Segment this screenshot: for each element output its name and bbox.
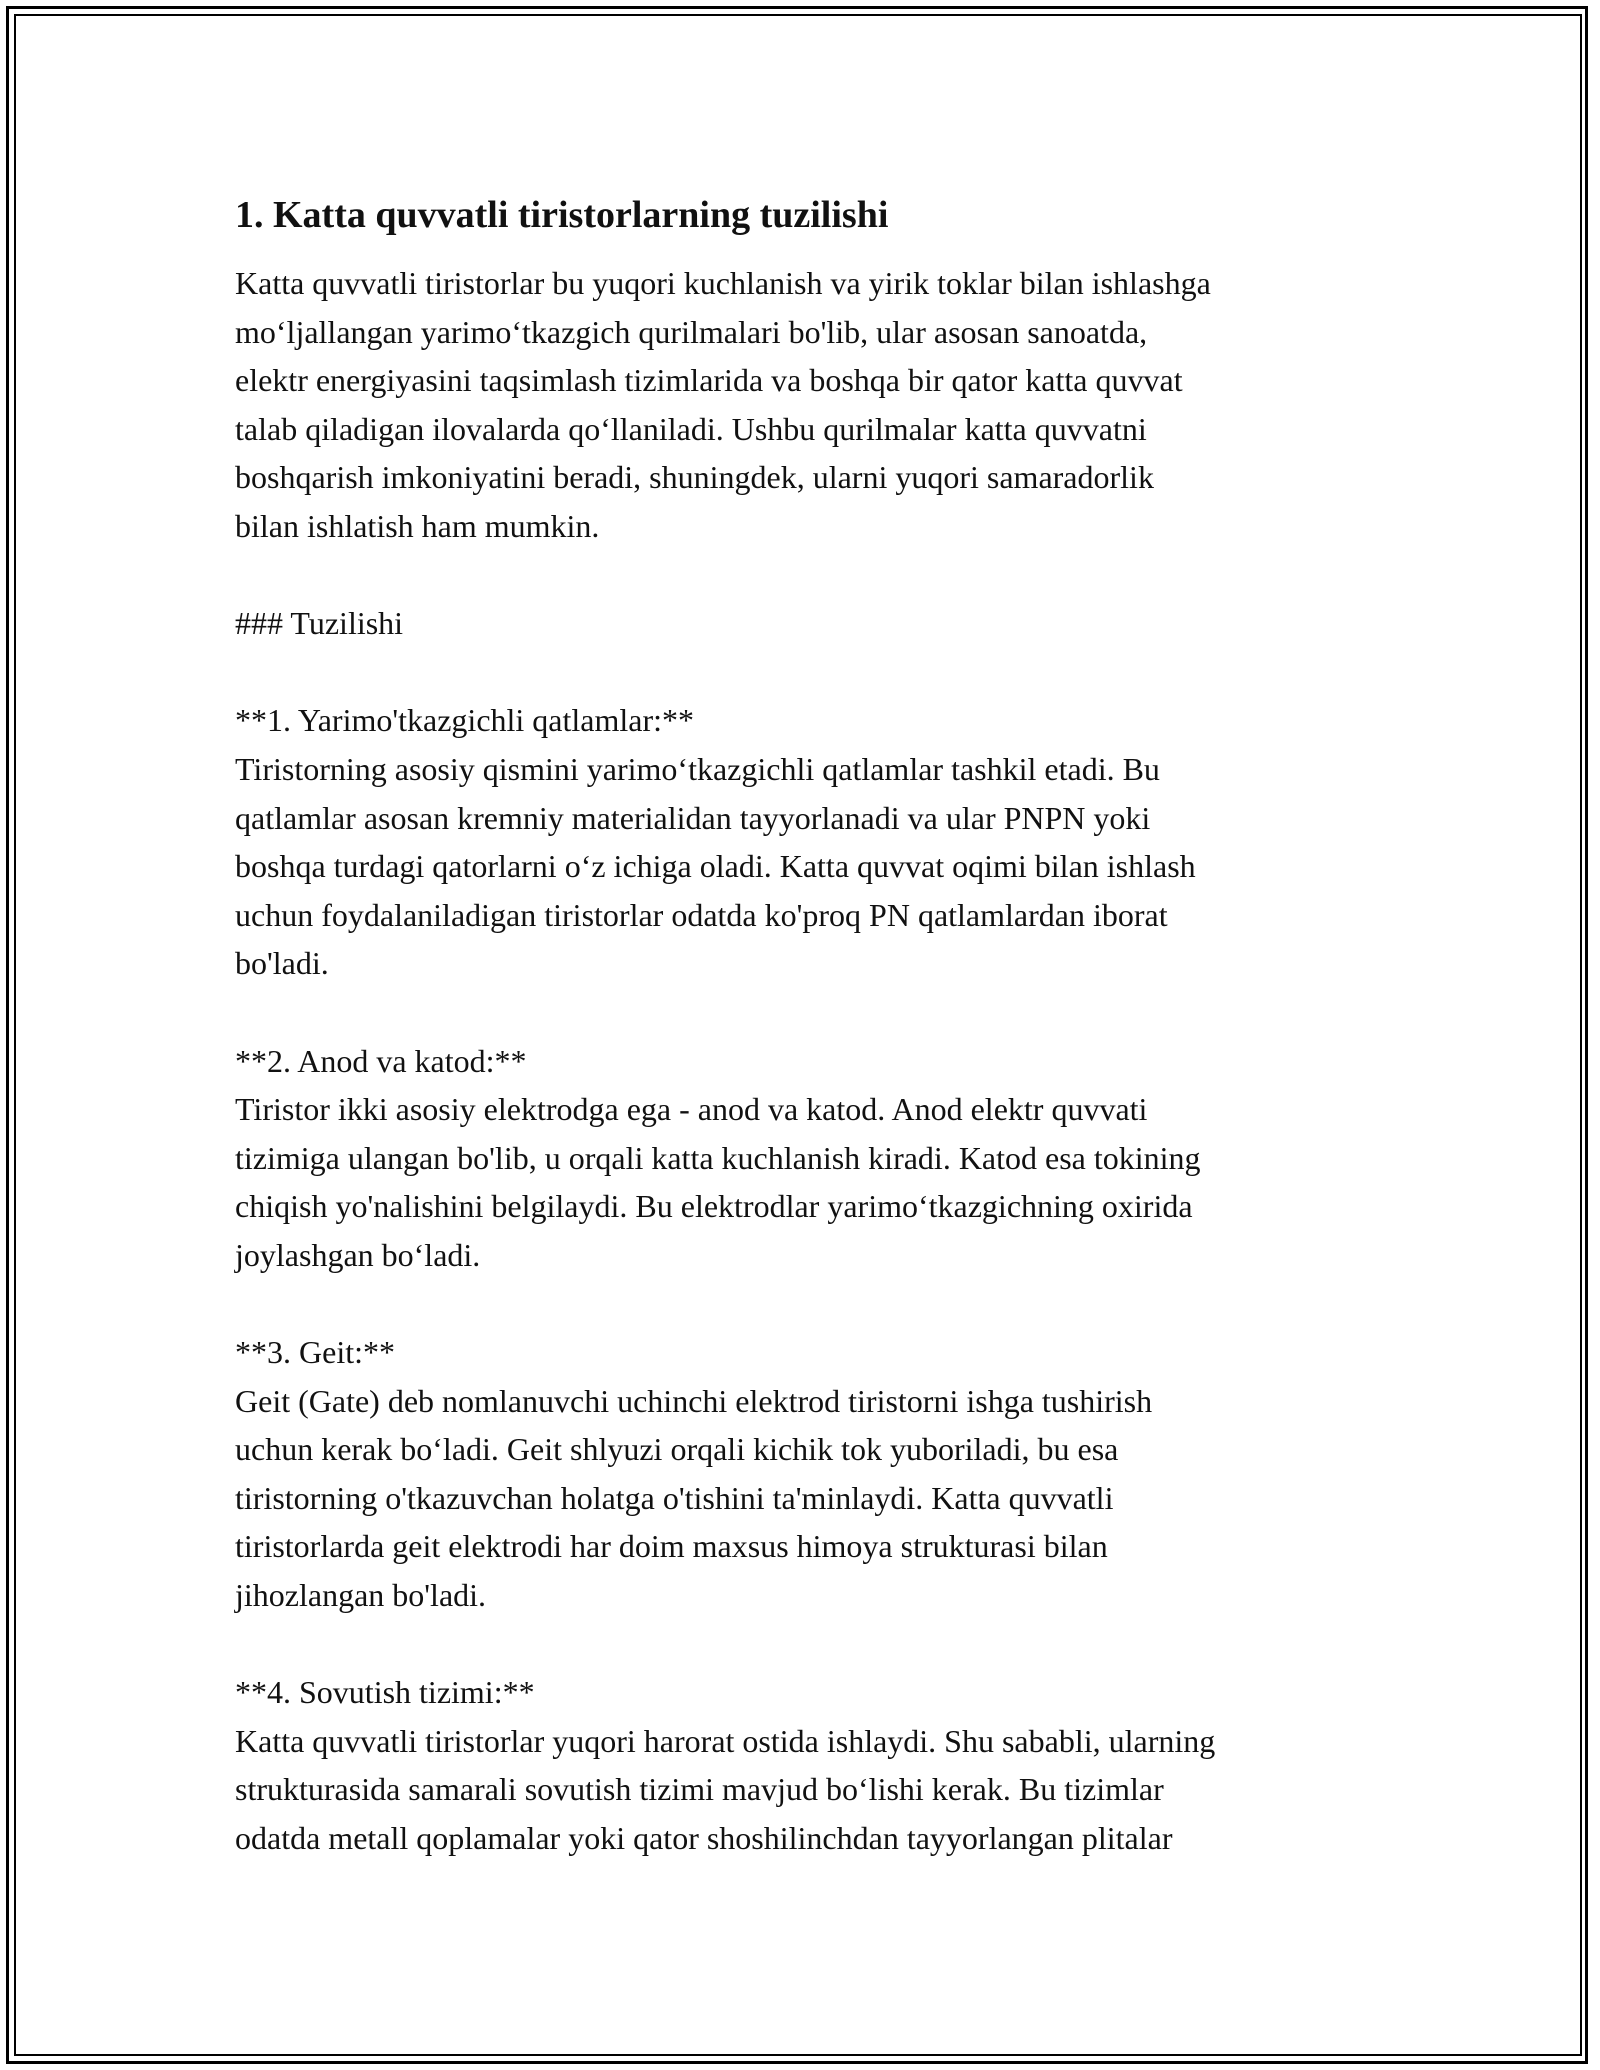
spacer [235, 551, 1435, 600]
document-page [235, 185, 1435, 1863]
spacer [235, 648, 1435, 697]
section-heading-4: **4. Sovutish tizimi:** [235, 1674, 535, 1711]
section-heading-2: **2. Anod va katod:** [235, 1042, 527, 1079]
subheading: ### Tuzilishi [235, 605, 404, 642]
spacer [235, 988, 1435, 1037]
spacer [235, 1279, 1435, 1328]
document-title: 1. Katta quvvatli tiristorlarning tuzilishi [235, 194, 889, 236]
intro-paragraph: Katta quvvatli tiristorlar bu yuqori kuchlanish va yirik toklar bilan ishlashga mo‘ljallangan yarimo‘tkazgich qurilmalari bo'lib, ular asosan sanoatda, elektr energiyasini taqsimlash tizimlarida va boshqa bir qator katta quvvat talab qiladigan ilovalarda qo‘llaniladi. Ushbu qurilmalar katta quvvatni boshqarish imkoniyatini beradi, shuningdek, ularni yuqori samaradorlik bilan ishlatish ham mumkin. [235, 265, 1211, 544]
spacer [235, 245, 1435, 259]
section-body-3: Geit (Gate) deb nomlanuvchi uchinchi elektrod tiristorni ishga tushirish uchun kerak bo‘ladi. Geit shlyuzi orqali kichik tok yuboriladi, bu esa tiristorning o'tkazuvchan holatga o'tishini ta'minlaydi. Katta quvvatli tiristorlarda geit elektrodi har doim maxsus himoya strukturasi bilan jihozlangan bo'ladi. [235, 1382, 1153, 1614]
section-body-2: Tiristor ikki asosiy elektrodga ega - anod va katod. Anod elektr quvvati tizimiga ulangan bo'lib, u orqali katta kuchlanish kiradi. Katod esa tokining chiqish yo'nalishini belgilaydi. Bu elektrodlar yarimo‘tkazgichning oxirida joylashgan bo‘ladi. [235, 1091, 1201, 1273]
section-body-4: Katta quvvatli tiristorlar yuqori harorat ostida ishlaydi. Shu sababli, ularning strukturasida samarali sovutish tizimi mavjud bo‘lishi kerak. Bu tizimlar odatda metall qoplamalar yoki qator shoshilinchdan tayyorlangan plitalar [235, 1722, 1216, 1856]
section-heading-1: **1. Yarimo'tkazgichli qatlamlar:** [235, 702, 695, 739]
section-body-1: Tiristorning asosiy qismini yarimo‘tkazgichli qatlamlar tashkil etadi. Bu qatlamlar asosan kremniy materialidan tayyorlanadi va ular PNPN yoki boshqa turdagi qatorlarni o‘z ichiga oladi. Katta quvvat oqimi bilan ishlash uchun foydalaniladigan tiristorlar odatda ko'proq PN qatlamlardan iborat bo'ladi. [235, 750, 1196, 982]
section-heading-3: **3. Geit:** [235, 1334, 395, 1371]
spacer [235, 1620, 1435, 1669]
